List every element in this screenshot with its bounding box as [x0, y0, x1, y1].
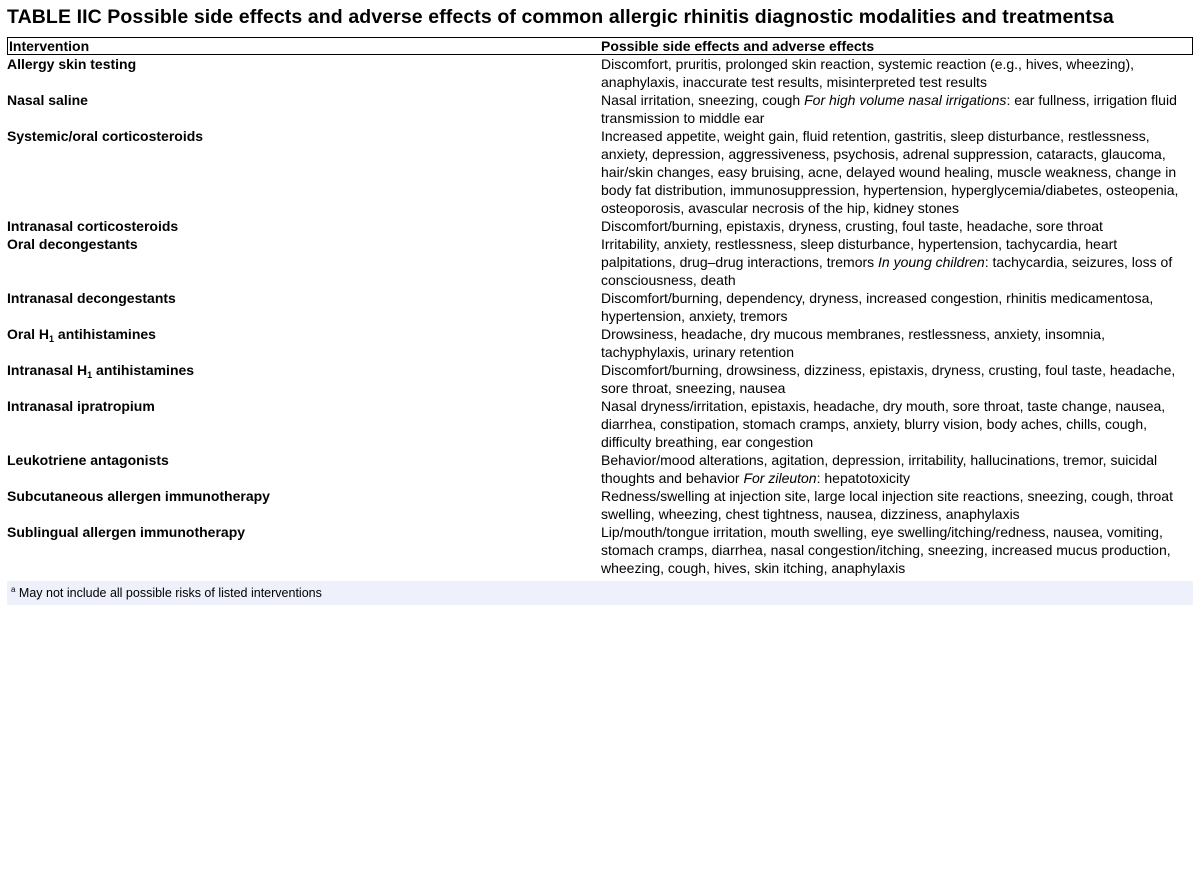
effects-text: : tachycardia, seizures, loss of consciousness, death	[601, 254, 1173, 288]
table-row	[7, 325, 1193, 361]
intervention-cell: Sublingual allergen immunotherapy	[7, 524, 246, 540]
intervention-cell: Leukotriene antagonists	[7, 452, 169, 468]
effects-text: : hepatotoxicity	[816, 470, 910, 486]
table-body	[7, 55, 1193, 577]
table-row	[7, 127, 1193, 217]
intervention-cell	[7, 325, 600, 361]
table-row	[7, 451, 1193, 487]
effects-cell: Discomfort/burning, epistaxis, dryness, crusting, foul taste, headache, sore throat	[601, 218, 1103, 234]
intervention-cell: Intranasal decongestants	[7, 290, 176, 306]
intervention-cell: Intranasal corticosteroids	[7, 218, 179, 234]
subscript: 1	[87, 370, 93, 380]
header-intervention: Intervention	[9, 38, 90, 54]
intervention-cell: Subcutaneous allergen immunotherapy	[7, 488, 270, 504]
table-row	[7, 361, 1193, 397]
effects-text: Nasal irritation, sneezing, cough	[601, 92, 805, 108]
intervention-cell: Intranasal ipratropium	[7, 398, 155, 414]
effects-cell: Discomfort/burning, dependency, dryness, increased congestion, rhinitis medicamentosa, hypertension, anxiety, tremors	[601, 290, 1154, 324]
intervention-cell: Systemic/oral corticosteroids	[7, 128, 204, 144]
effects-cell: Lip/mouth/tongue irritation, mouth swelling, eye swelling/itching/redness, nausea, vomiting, stomach cramps, diarrhea, nasal congestion/itching, sneezing, increased mucus production, wheezing, cough, hives, skin itching, anaphylaxis	[601, 524, 1171, 576]
intervention-cell: Allergy skin testing	[7, 56, 137, 72]
table-row	[7, 235, 1193, 289]
table-row	[7, 397, 1193, 451]
effects-cell: Redness/swelling at injection site, large local injection site reactions, sneezing, cough, throat swelling, wheezing, chest tightness, nausea, dizziness, anaphylaxis	[601, 488, 1173, 522]
effects-italic-note: For high volume nasal irrigations	[804, 92, 1007, 108]
table-row	[7, 289, 1193, 325]
header-side-effects: Possible side effects and adverse effects	[601, 38, 875, 54]
intervention-text: antihistamines	[92, 362, 195, 378]
effects-cell: Discomfort, pruritis, prolonged skin reaction, systemic reaction (e.g., hives, wheezing), anaphylaxis, inaccurate test results, misinterpreted test results	[601, 56, 1134, 90]
effects-cell	[600, 451, 1193, 487]
effects-text: : ear fullness, irrigation fluid transmission to middle ear	[601, 92, 1177, 126]
effects-cell: Increased appetite, weight gain, fluid retention, gastritis, sleep disturbance, restlessness, anxiety, depression, aggressiveness, psychosis, adrenal suppression, cataracts, glaucoma, hair/skin changes, easy bruising, acne, delayed wound healing, muscle weakness, change in body fat distribution, immunosuppression, hypertension, hyperglycemia/diabetes, osteopenia, osteoporosis, avascular necrosis of the hip, kidney stones	[601, 128, 1179, 216]
intervention-cell: Nasal saline	[7, 92, 88, 108]
effects-cell	[600, 91, 1193, 127]
table-row	[7, 217, 1193, 235]
effects-italic-note: For zileuton	[743, 470, 817, 486]
footnote-text: May not include all possible risks of listed interventions	[15, 586, 322, 600]
intervention-text: Oral H	[7, 326, 50, 342]
effects-text: Irritability, anxiety, restlessness, sleep disturbance, hypertension, tachycardia, heart palpitations, drug–drug interactions, tremors	[601, 236, 1118, 270]
subscript: 1	[49, 334, 55, 344]
side-effects-table	[7, 37, 1193, 605]
intervention-text: antihistamines	[54, 326, 156, 342]
table-row	[7, 523, 1193, 577]
table-title: TABLE IIC Possible side effects and adverse effects of common allergic rhinitis diagnostic modalities and treatmentsa	[7, 6, 1114, 28]
footnote-marker: a	[11, 585, 16, 594]
table-row	[7, 91, 1193, 127]
table-row	[7, 487, 1193, 523]
table-header-row	[7, 37, 1193, 55]
table-footnote	[7, 581, 1193, 605]
table-row	[7, 55, 1193, 91]
effects-text: Behavior/mood alterations, agitation, depression, irritability, hallucinations, tremor, suicidal thoughts and behavior	[601, 452, 1158, 486]
effects-cell: Nasal dryness/irritation, epistaxis, headache, dry mouth, sore throat, taste change, nausea, diarrhea, constipation, stomach cramps, anxiety, blurry vision, body aches, chills, cough, difficulty breathing, ear congestion	[601, 398, 1166, 450]
effects-cell: Discomfort/burning, drowsiness, dizziness, epistaxis, dryness, crusting, foul taste, headache, sore throat, sneezing, nausea	[601, 362, 1176, 396]
effects-cell	[600, 235, 1193, 289]
intervention-cell: Oral decongestants	[7, 236, 138, 252]
effects-cell: Drowsiness, headache, dry mucous membranes, restlessness, anxiety, insomnia, tachyphylaxis, urinary retention	[601, 326, 1105, 360]
intervention-text: Intranasal H	[7, 362, 88, 378]
effects-italic-note: In young children	[878, 254, 985, 270]
intervention-cell	[7, 361, 600, 397]
